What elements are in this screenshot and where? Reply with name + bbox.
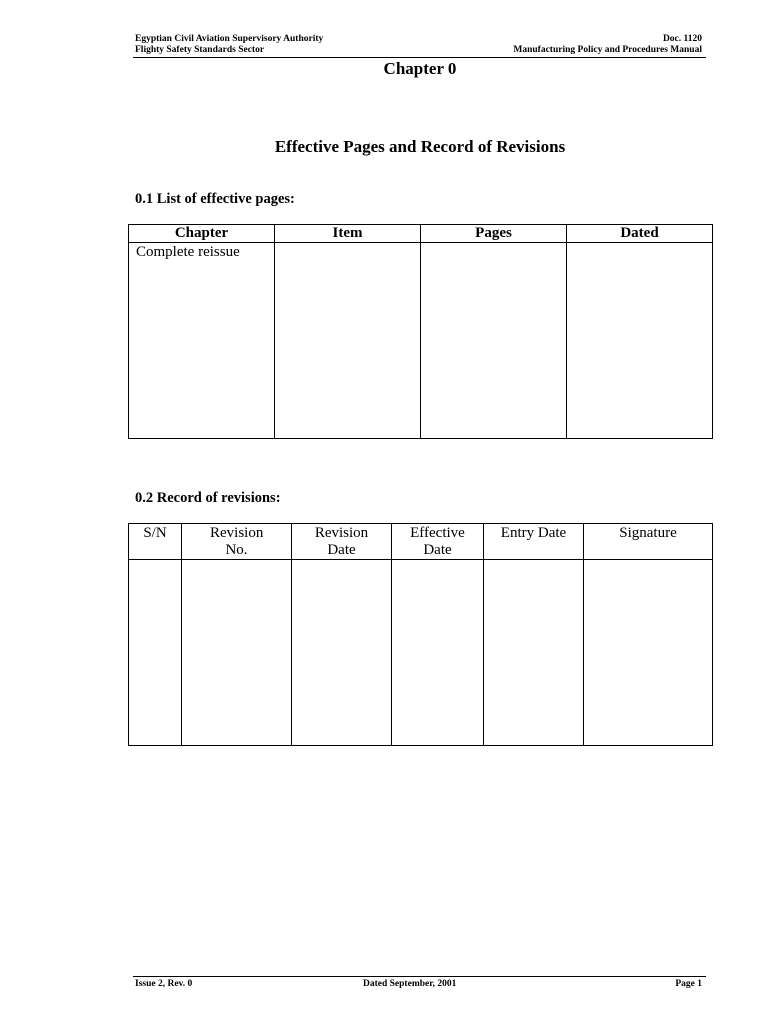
table-header-row: [129, 225, 713, 243]
table-cell: [292, 560, 392, 746]
header-rule: [133, 57, 706, 58]
column-header-effective-date: Effective Date: [392, 524, 484, 560]
table-cell-pages: [421, 243, 567, 439]
column-header-revision-no: Revision No.: [182, 524, 292, 560]
footer-rule: [133, 976, 706, 977]
footer-date: Dated September, 2001: [363, 979, 457, 989]
column-header-chapter: Chapter: [129, 225, 275, 243]
page-title: Effective Pages and Record of Revisions: [274, 137, 566, 156]
header-doc-number: Doc. 1120: [662, 34, 702, 44]
table-cell-item: [275, 243, 421, 439]
column-header-pages: Pages: [421, 225, 567, 243]
table-cell-dated: [567, 243, 713, 439]
column-header-sn: S/N: [129, 524, 182, 560]
footer-page-number: Page 1: [675, 979, 702, 989]
column-header-dated: Dated: [567, 225, 713, 243]
footer-issue: Issue 2, Rev. 0: [135, 979, 193, 989]
column-header-signature: Signature: [584, 524, 713, 560]
header-sector: Flighty Safety Standards Sector: [135, 45, 265, 55]
header-org: Egyptian Civil Aviation Supervisory Authority: [135, 34, 324, 44]
column-header-revision-date: Revision Date: [292, 524, 392, 560]
table-cell: [182, 560, 292, 746]
chapter-title: Chapter 0: [383, 59, 457, 78]
table-cell: [129, 560, 182, 746]
column-header-item: Item: [275, 225, 421, 243]
section-revisions-heading: 0.2 Record of revisions:: [135, 490, 281, 506]
header-manual-title: Manufacturing Policy and Procedures Manual: [513, 45, 702, 55]
table-cell-chapter: Complete reissue: [129, 243, 275, 439]
table-header-row: [129, 524, 713, 560]
column-header-entry-date: Entry Date: [484, 524, 584, 560]
effective-pages-table: [128, 224, 713, 439]
section-effective-pages-heading: 0.1 List of effective pages:: [135, 191, 295, 207]
table-cell: [484, 560, 584, 746]
table-cell: [584, 560, 713, 746]
table-row: [129, 243, 713, 439]
table-cell: [392, 560, 484, 746]
table-row: [129, 560, 713, 746]
revisions-table: [128, 523, 713, 746]
